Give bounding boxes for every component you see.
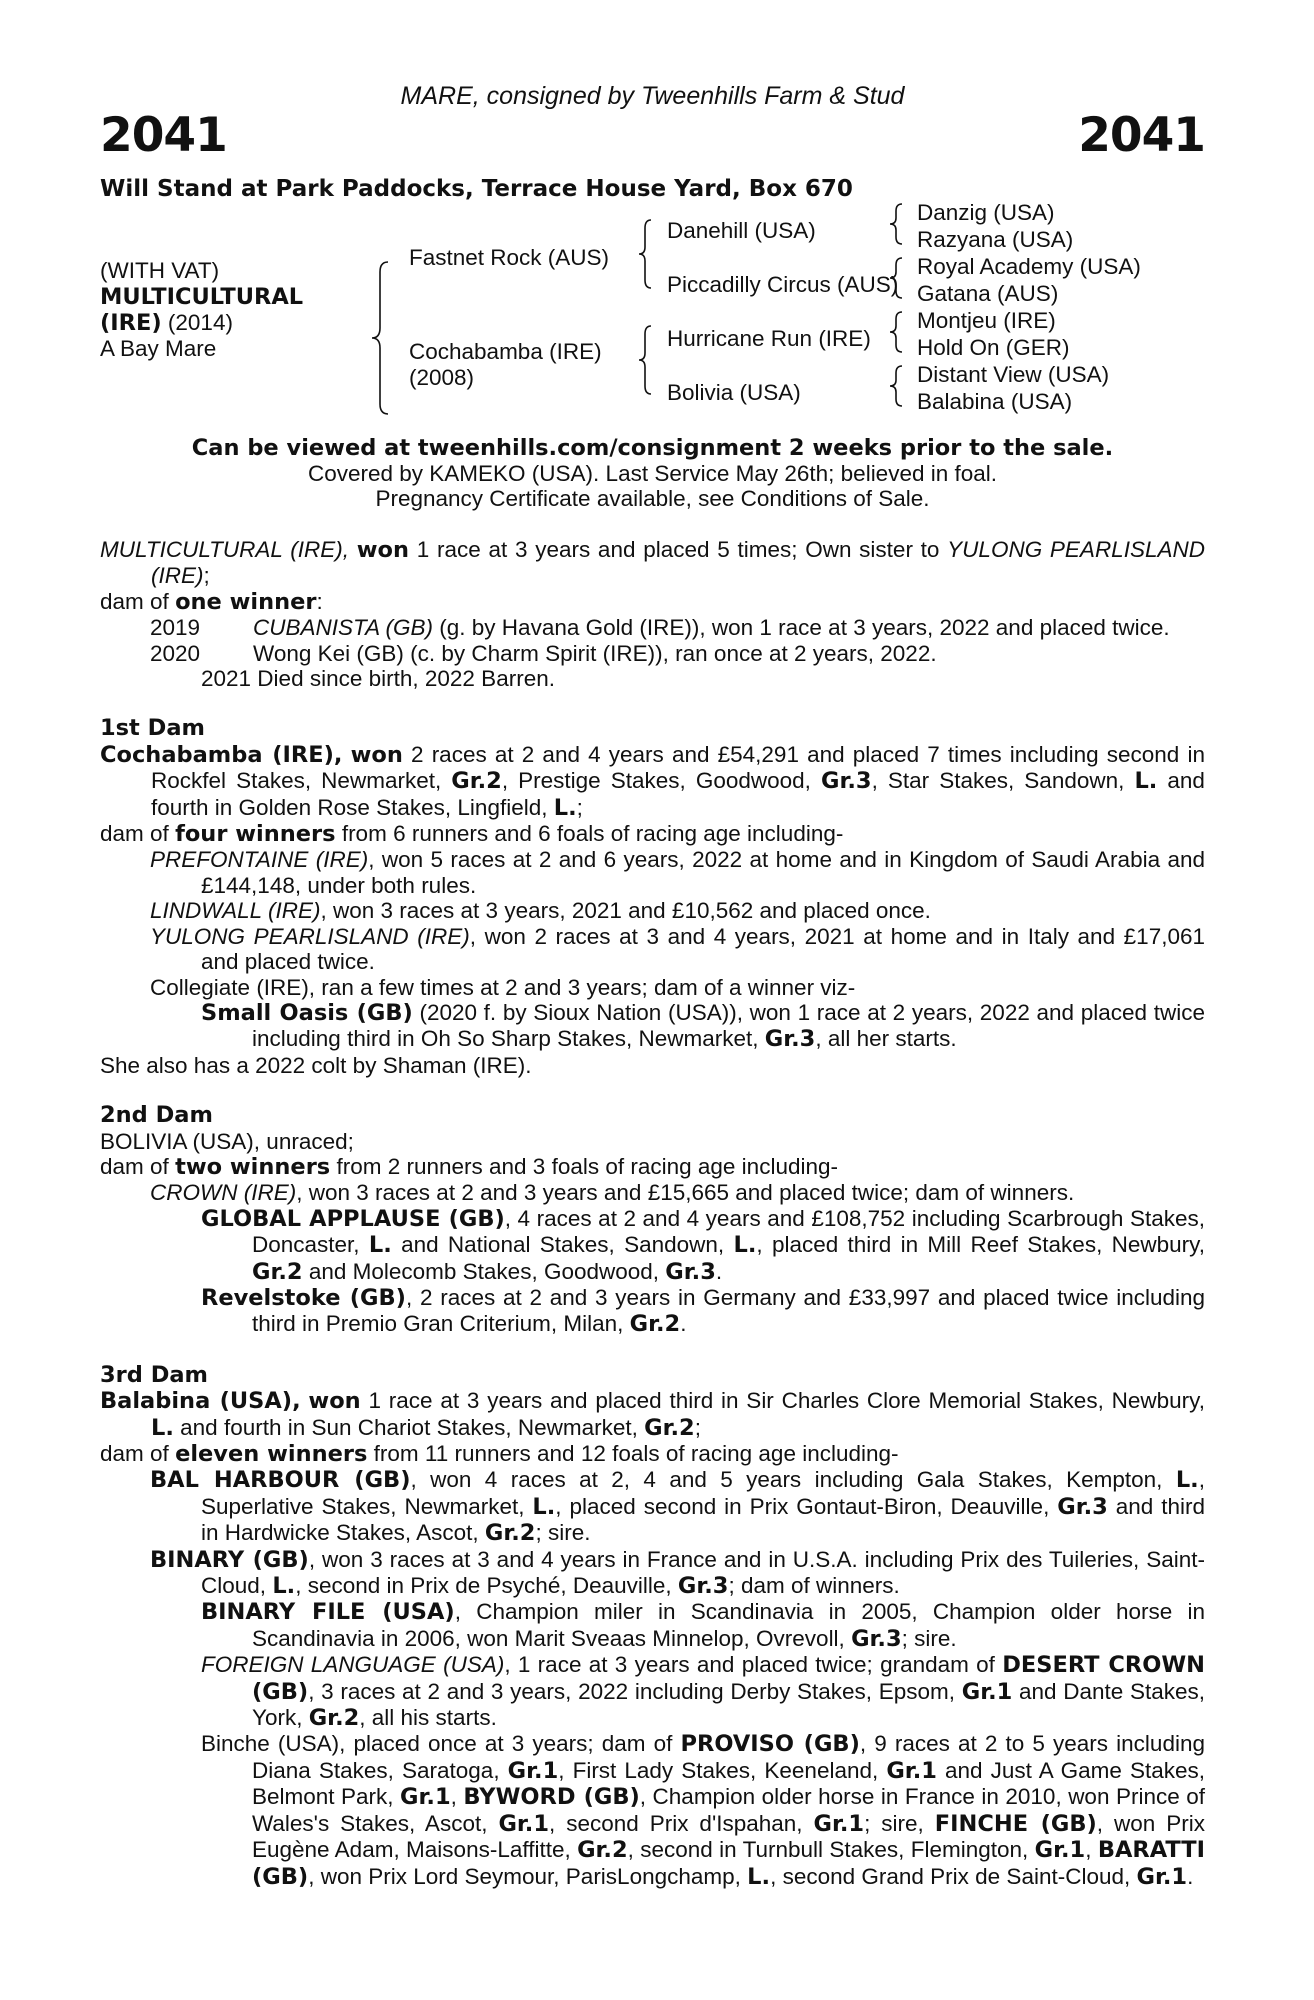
body-text bbox=[100, 537, 1205, 1890]
horse-name: MULTICULTURAL bbox=[100, 284, 304, 310]
dam: Cochabamba (IRE) bbox=[409, 339, 602, 364]
grand-foal: FOREIGN LANGUAGE (USA), 1 race at 3 years and placed twice; grandam of DESERT CROWN (GB), 3 races at 2 and 3 years, 2022 including Derby Stakes, Epsom, Gr.1 and Dante Stakes, York, Gr.2, all his starts. bbox=[201, 1652, 1205, 1732]
covered-note: Covered by KAMEKO (USA). Last Service May 26th; believed in foal. bbox=[307, 461, 998, 486]
viewing-note: Can be viewed at tweenhills.com/consignment 2 weeks prior to the sale. bbox=[191, 435, 1114, 461]
ancestor-2: Razyana (USA) bbox=[917, 227, 1074, 252]
consignment-line: MARE, consigned by Tweenhills Farm & Stud bbox=[400, 82, 905, 110]
first-dam-produce-heading: dam of four winners from 6 runners and 6 foals of racing age including- bbox=[100, 821, 844, 848]
grand-foal: BINARY FILE (USA), Champion miler in Scandinavia in 2005, Champion older horse in Scandinavia in 2006, won Marit Sveaas Minnelop, Ovrevoll, Gr.3; sire. bbox=[201, 1599, 1205, 1652]
third-dam-foal: BINARY (GB), won 3 races at 3 and 4 years in France and in U.S.A. including Prix des Tuileries, Saint-Cloud, L., second in Prix de Psyché, Deauville, Gr.3; dam of winners. bbox=[150, 1546, 1205, 1600]
sire-sire: Danehill (USA) bbox=[667, 218, 816, 243]
section-second-dam: 2nd Dam bbox=[100, 1102, 213, 1129]
grand-foal: Binche (USA), placed once at 3 years; dam of PROVISO (GB), 9 races at 2 to 5 years including Diana Stakes, Saratoga, Gr.1, First Lady Stakes, Keeneland, Gr.1 and Just A Game Stakes, Belmont Park, Gr.1, BYWORD (GB), Champion older horse in France in 2010, won Prince of Wales's Stakes, Ascot, Gr.1, second Prix d'Ispahan, Gr.1; sire, FINCHE (GB), won Prix Eugène Adam, Maisons-Laffitte, Gr.2, second in Turnbull Stakes, Flemington, Gr.1, BARATTI (GB), won Prix Lord Seymour, ParisLongchamp, L., second Grand Prix de Saint-Cloud, Gr.1. bbox=[201, 1731, 1205, 1890]
lot-number-left: 2041 bbox=[100, 108, 227, 163]
second-dam-produce-heading: dam of two winners from 2 runners and 3 foals of racing age including- bbox=[100, 1153, 838, 1180]
lot-number-right: 2041 bbox=[1078, 108, 1205, 163]
grand-foal: Revelstoke (GB), 2 races at 2 and 3 years in Germany and £33,997 and placed twice including third in Premio Gran Criterium, Milan, Gr.2. bbox=[201, 1284, 1206, 1338]
third-dam-produce-heading: dam of eleven winners from 11 runners and 12 foals of racing age including- bbox=[100, 1441, 899, 1467]
first-dam-foal: Collegiate (IRE), ran a few times at 2 and 3 years; dam of a winner viz- bbox=[150, 974, 856, 1000]
second-dam-record: BOLIVIA (USA), unraced; bbox=[100, 1128, 354, 1154]
ancestor-3: Royal Academy (USA) bbox=[917, 254, 1141, 279]
first-dam-foal: YULONG PEARLISLAND (IRE), won 2 races at 3 and 4 years, 2021 at home and in Italy and £17,061 and placed twice. bbox=[150, 923, 1206, 975]
mare-record: MULTICULTURAL (IRE), won 1 race at 3 years and placed 5 times; Own sister to YULONG PEARLISLAND (IRE); bbox=[100, 537, 1205, 589]
grand-foal: Small Oasis (GB) (2020 f. by Sioux Nation (USA)), won 1 race at 2 years, 2022 and placed twice including third in Oh So Sharp Stakes, Newmarket, Gr.3, all her starts. bbox=[201, 999, 1205, 1053]
grand-foal: GLOBAL APPLAUSE (GB), 4 races at 2 and 4 years and £108,752 including Scarbrough Stakes, Doncaster, L. and National Stakes, Sandown, L., placed third in Mill Reef Stakes, Newbury, Gr.2 and Molecomb Stakes, Goodwood, Gr.3. bbox=[201, 1205, 1205, 1285]
ancestor-4: Gatana (AUS) bbox=[917, 281, 1059, 306]
vat-label: (WITH VAT) bbox=[100, 258, 220, 283]
sire: Fastnet Rock (AUS) bbox=[409, 245, 610, 270]
first-dam-colt-note: She also has a 2022 colt by Shaman (IRE). bbox=[100, 1052, 532, 1078]
dam-sire: Hurricane Run (IRE) bbox=[667, 326, 871, 351]
horse-description: A Bay Mare bbox=[100, 336, 217, 361]
stand-line: Will Stand at Park Paddocks, Terrace House Yard, Box 670 bbox=[100, 176, 853, 202]
section-first-dam: 1st Dam bbox=[100, 715, 205, 742]
first-dam-foal: PREFONTAINE (IRE), won 5 races at 2 and 6 years, 2022 at home and in Kingdom of Saudi Arabia and £144,148, under both rules. bbox=[150, 847, 1205, 898]
ancestor-7: Distant View (USA) bbox=[917, 362, 1110, 387]
sire-dam: Piccadilly Circus (AUS) bbox=[667, 272, 899, 297]
third-dam-record: Balabina (USA), won 1 race at 3 years and placed third in Sir Charles Clore Memorial Stakes, Newbury, L. and fourth in Sun Chariot Stakes, Newmarket, Gr.2; bbox=[100, 1388, 1205, 1441]
third-dam-foal: BAL HARBOUR (GB), won 4 races at 2, 4 and 5 years including Gala Stakes, Kempton, L., Superlative Stakes, Newmarket, L., placed second in Prix Gontaut-Biron, Deauville, Gr.3 and third in Hardwicke Stakes, Ascot, Gr.2; sire. bbox=[150, 1467, 1205, 1547]
ancestor-6: Hold On (GER) bbox=[917, 335, 1070, 360]
mare-produce-heading: dam of one winner: bbox=[100, 588, 323, 615]
ancestor-1: Danzig (USA) bbox=[917, 200, 1055, 225]
pregnancy-note: Pregnancy Certificate available, see Conditions of Sale. bbox=[375, 486, 930, 511]
produce-note: 2021 Died since birth, 2022 Barren. bbox=[201, 666, 555, 692]
horse-origin-year: (IRE) (2014) bbox=[100, 310, 233, 336]
ancestor-8: Balabina (USA) bbox=[917, 389, 1073, 414]
first-dam-foal: LINDWALL (IRE), won 3 races at 3 years, 2021 and £10,562 and placed once. bbox=[150, 898, 931, 924]
dam-year: (2008) bbox=[409, 365, 475, 390]
ancestor-5: Montjeu (IRE) bbox=[917, 308, 1056, 333]
second-dam-foal: CROWN (IRE), won 3 races at 2 and 3 years and £15,665 and placed twice; dam of winners. bbox=[150, 1180, 1075, 1206]
dam-dam: Bolivia (USA) bbox=[667, 380, 801, 405]
first-dam-record: Cochabamba (IRE), won 2 races at 2 and 4 years and £54,291 and placed 7 times including second in Rockfel Stakes, Newmarket, Gr.2, Prestige Stakes, Goodwood, Gr.3, Star Stakes, Sandown, L. and fourth in Golden Rose Stakes, Lingfield, L.; bbox=[100, 741, 1205, 821]
section-third-dam: 3rd Dam bbox=[100, 1361, 208, 1388]
produce-row: 2019 CUBANISTA (GB) (g. by Havana Gold (IRE)), won 1 race at 3 years, 2022 and placed twice. bbox=[150, 615, 1170, 641]
pedigree-table bbox=[100, 200, 1205, 425]
produce-row: 2020 Wong Kei (GB) (c. by Charm Spirit (IRE)), ran once at 2 years, 2022. bbox=[150, 640, 937, 666]
